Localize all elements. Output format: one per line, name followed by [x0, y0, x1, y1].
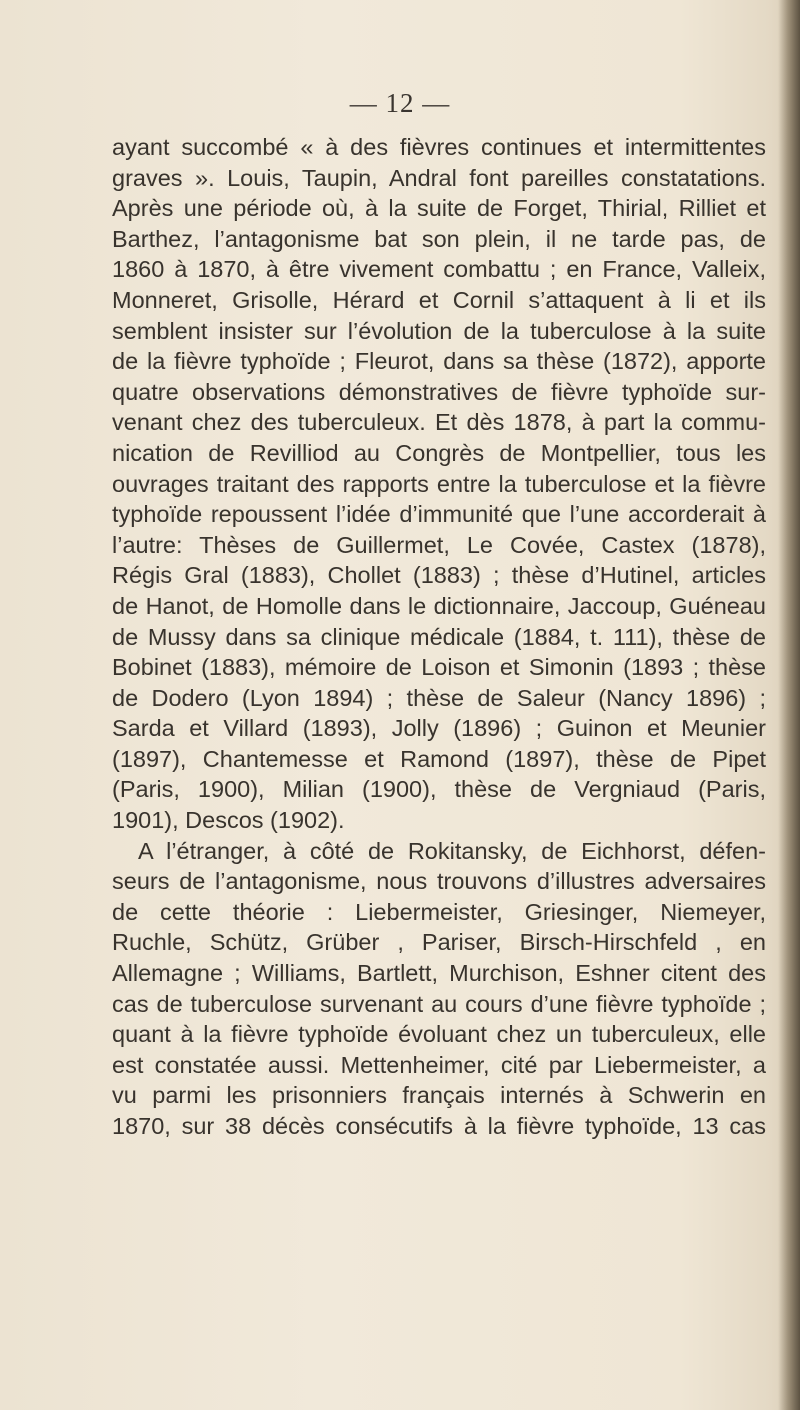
text-line: Ruchle, Schütz, Grüber , Pariser, Birsch-Hirschfeld , en — [112, 929, 766, 956]
paragraph — [112, 836, 766, 1142]
body-text — [112, 132, 766, 1142]
text-line: Sarda et Villard (1893), Jolly (1896) ; Guinon et Meunier — [112, 715, 766, 742]
text-line: 1901), Descos (1902). — [112, 807, 345, 834]
text-line: Bobinet (1883), mémoire de Loison et Simonin (1893 ; thèse — [112, 654, 766, 681]
text-line: 1870, sur 38 décès consécutifs à la fièvre typhoïde, 13 cas — [112, 1113, 766, 1139]
text-line: graves ». Louis, Taupin, Andral font pareilles constatations. — [112, 164, 766, 191]
text-line: vu parmi les prisonniers français internés à Schwerin en — [112, 1082, 766, 1109]
page-number: — 12 — — [349, 88, 451, 118]
text-line: de cette théorie : Liebermeister, Griesinger, Niemeyer, — [112, 898, 766, 925]
text-line: est constatée aussi. Mettenheimer, cité par Liebermeister, a — [112, 1051, 766, 1078]
text-line: ayant succombé « à des fièvres continues et intermittentes — [112, 134, 766, 160]
text-line: ouvrages traitant des rapports entre la tuberculose et la fièvre — [112, 470, 766, 497]
text-line: Après une période où, à la suite de Forget, Thirial, Rilliet et — [112, 195, 766, 222]
text-line: semblent insister sur l’évolution de la tuberculose à la suite — [112, 317, 766, 344]
text-line: de Dodero (Lyon 1894) ; thèse de Saleur (Nancy 1896) ; — [112, 684, 766, 711]
text-line: quant à la fièvre typhoïde évoluant chez un tuberculeux, elle — [112, 1021, 766, 1048]
text-line: de la fièvre typhoïde ; Fleurot, dans sa thèse (1872), apporte — [112, 348, 766, 375]
text-line: Monneret, Grisolle, Hérard et Cornil s’attaquent à li et ils — [112, 286, 766, 313]
text-line: l’autre: Thèses de Guillermet, Le Covée, Castex (1878), — [112, 531, 766, 558]
text-line: Régis Gral (1883), Chollet (1883) ; thèse d’Hutinel, articles — [112, 562, 766, 589]
text-line: cas de tuberculose survenant au cours d’une fièvre typhoïde ; — [112, 990, 766, 1017]
text-line: de Hanot, de Homolle dans le dictionnaire, Jaccoup, Guéneau — [112, 592, 766, 619]
text-line: 1860 à 1870, à être vivement combattu ; en France, Valleix, — [112, 256, 766, 283]
text-line: venant chez des tuberculeux. Et dès 1878, à part la commu- — [112, 409, 766, 436]
page-edge-shadow — [778, 0, 800, 1410]
text-line: (Paris, 1900), Milian (1900), thèse de Vergniaud (Paris, — [112, 776, 766, 803]
text-line: seurs de l’antagonisme, nous trouvons d’illustres adversaires — [112, 868, 766, 895]
paragraph — [112, 132, 766, 836]
text-line: Allemagne ; Williams, Bartlett, Murchison, Eshner citent des — [112, 960, 766, 987]
text-line: A l’étranger, à côté de Rokitansky, de Eichhorst, défen- — [138, 837, 766, 864]
text-line: quatre observations démonstratives de fièvre typhoïde sur- — [112, 378, 766, 405]
text-line: Barthez, l’antagonisme bat son plein, il ne tarde pas, de — [112, 225, 766, 252]
text-line: (1897), Chantemesse et Ramond (1897), thèse de Pipet — [112, 745, 766, 772]
text-line: nication de Revilliod au Congrès de Montpellier, tous les — [112, 439, 766, 466]
text-line: typhoïde repoussent l’idée d’immunité que l’une accorderait à — [112, 501, 766, 528]
text-line: de Mussy dans sa clinique médicale (1884, t. 111), thèse de — [112, 623, 766, 650]
